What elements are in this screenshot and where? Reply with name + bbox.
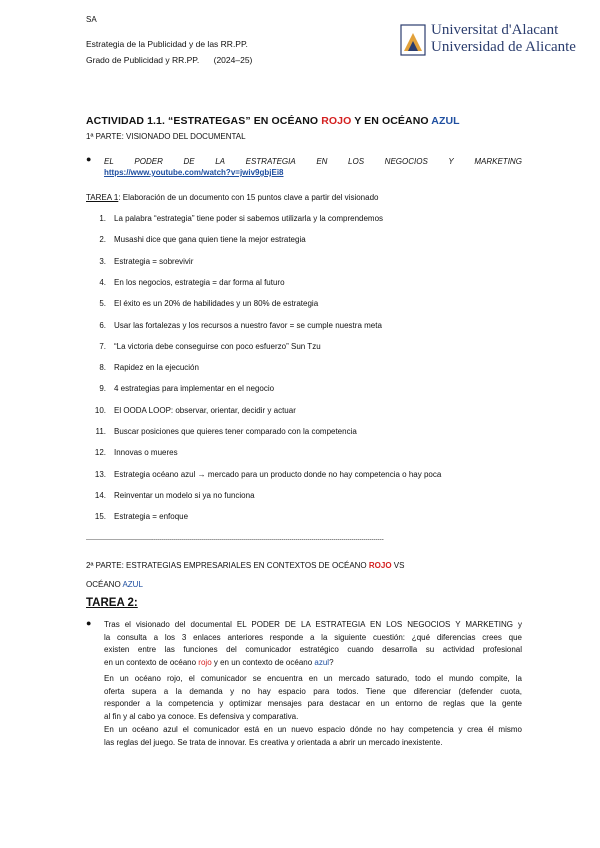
key-point-number: 2. [99,235,106,245]
part2-blue: AZUL [122,580,143,589]
task1-label: TAREA 1 [86,193,119,202]
key-point-text: Usar las fortalezas y los recursos a nuestro favor = se cumple nuestra meta [114,320,382,330]
key-point-item [86,257,193,266]
task1-description: : Elaboración de un documento con 15 puntos clave a partir del visionado [118,193,379,202]
question-fragment: en un contexto de océano [104,657,199,667]
key-point-number: 1. [99,214,106,223]
key-point-item [86,321,382,330]
answer-line: En un océano rojo, el comunicador se encuentra en un mercado saturado, todo el mundo compite, la [104,674,522,683]
key-point-text: Innovas o mueres [114,448,178,458]
question-fragment: azul [314,657,330,667]
key-point-number: 6. [99,320,106,330]
key-point-number: 11. [95,427,106,436]
university-logo [400,22,575,58]
question-line-last [104,657,522,670]
documentary-title-word: MARKETING [474,157,522,166]
key-point-text: En los negocios, estrategia = dar forma al futuro [114,277,285,287]
course-name: Estrategia de la Publicidad y de las RR.PP. [86,39,248,49]
key-point-text: Buscar posiciones que quieres tener comparado con la competencia [114,427,357,436]
key-point-number: 14. [94,490,106,500]
documentary-title-word: ESTRATEGIA [245,157,296,166]
key-point-text: Musashi dice que gana quien tiene la mejor estrategia [114,235,306,245]
key-point-item [86,363,199,372]
key-point-text: Estrategia = sobrevivir [114,256,194,266]
key-point-item [86,214,383,223]
key-point-item [86,448,178,457]
degree-name: Grado de Publicidad y RR.PP. [86,55,200,65]
key-point-item [86,427,357,436]
key-point-text: Estrategia océano azul → mercado para un producto donde no hay competencia o hay poca [114,469,442,479]
key-point-number: 13. [94,469,106,479]
key-point-number: 7. [99,341,106,351]
documentary-title-word: Y [448,157,454,166]
question-fragment: y en un contexto de océano [211,657,315,667]
author-initials: SA [86,15,97,24]
documentary-title [104,157,522,166]
documentary-title-word: EN [316,157,328,166]
course-degree [86,52,252,68]
key-point-item [86,299,318,308]
key-point-item [86,512,188,521]
part2-heading-vs: VS [391,561,405,570]
answer-line: oferta supera a la demanda y no hay espacio para todos. Tiene que diferenciar (defender cuota, [104,686,522,696]
question-line: Tras el visionado del documental EL PODER DE LA ESTRATEGIA EN LOS NEGOCIOS Y MARKETING y [104,620,522,629]
activity-title-text: ACTIVIDAD 1.1. “ESTRATEGAS” EN OCÉANO [86,115,322,127]
documentary-title-word: LOS [348,157,365,166]
answer-red-ocean [104,673,522,723]
documentary-title-word: PODER [134,157,163,166]
key-point-item [86,406,296,415]
bullet-icon: ● [86,154,92,164]
part2-heading-text: 2ª PARTE: ESTRATEGIAS EMPRESARIALES EN CONTEXTOS DE OCÉANO [86,561,369,570]
task2-heading: TAREA 2: [86,597,138,609]
task2-question [104,619,522,669]
key-point-text: El éxito es un 20% de habilidades y un 80% de estrategia [114,299,319,309]
university-logo-icon [400,24,426,56]
part2-red: ROJO [368,561,392,570]
key-point-item [86,342,321,351]
key-point-text: Rapidez en la ejecución [114,363,199,373]
key-points-list [86,214,536,534]
key-point-text: Estrategia = enfoque [114,512,189,522]
documentary-title-word: LA [215,157,225,166]
documentary-title-word: DE [183,157,195,166]
part1-heading: 1ª PARTE: VISIONADO DEL DOCUMENTAL [86,132,246,141]
answer-line: al fin y al cabo ya conoce. Es defensiva y comparativa. [104,711,299,721]
university-name-valencian: Universitat d'Alacant [431,22,559,38]
activity-title [86,115,460,127]
key-point-item [86,384,274,393]
documentary-link[interactable]: https://www.youtube.com/watch?v=jwiv9gbjEi8 [104,168,284,177]
bullet-icon-2: ● [86,618,92,628]
key-point-number: 9. [99,384,106,394]
part2-heading [86,561,404,570]
activity-title-red: ROJO [321,115,352,127]
answer-blue-ocean [104,724,522,749]
section-separator: ----------------------------------------------------------------------------------------------------------------------------------------------------- [86,537,384,543]
key-point-number: 12. [94,448,106,458]
key-point-number: 4. [99,277,106,287]
key-point-item [86,235,306,244]
key-point-text: El OODA LOOP: observar, orientar, decidir y actuar [114,405,296,415]
key-point-number: 10. [94,405,106,415]
part2-heading-text-2: OCÉANO [86,580,123,589]
key-point-text: La palabra “estrategia” tiene poder si sabemos utilizarla y la comprendemos [114,214,384,223]
key-point-item [86,278,285,287]
academic-year: (2024–25) [213,55,253,65]
question-fragment: rojo [198,657,212,667]
activity-title-text-2: Y EN OCÉANO [351,115,432,127]
answer-line: responder a la competencia y optimizar mensajes para destacar en un entorno de reglas que la gente [104,699,522,708]
documentary-title-word: NEGOCIOS [384,157,428,166]
question-fragment: ? [329,657,334,667]
question-line: existen entre las funciones del comunicador estratégico cuando desarrolla su actividad profesional [104,645,522,654]
question-line: la consulta a los 3 enlaces anteriores responde a la siguiente cuestión: ¿qué diferencias crees que [104,632,522,642]
key-point-item [86,491,255,500]
key-point-text: 4 estrategias para implementar en el negocio [114,384,275,394]
key-point-number: 8. [99,363,106,373]
task1-heading [86,193,378,202]
answer-line: las reglas del juego. Se trata de innovar. Es creativa y orientada a abrir un mercado inexistente. [104,737,443,747]
key-point-text: “La victoria debe conseguirse con poco esfuerzo” Sun Tzu [114,341,321,351]
university-name-spanish: Universidad de Alicante [431,39,576,55]
key-point-number: 5. [99,299,106,309]
key-point-number: 15. [94,512,106,522]
documentary-title-word: EL [104,157,114,166]
activity-title-blue: AZUL [431,115,460,127]
part2-heading-line2 [86,580,143,589]
answer-line: En un océano azul el comunicador está en un nuevo espacio dónde no hay competencia y crea él mismo [104,725,522,734]
key-point-number: 3. [99,256,106,266]
key-point-text: Reinventar un modelo si ya no funciona [114,490,255,500]
key-point-item [86,470,441,479]
